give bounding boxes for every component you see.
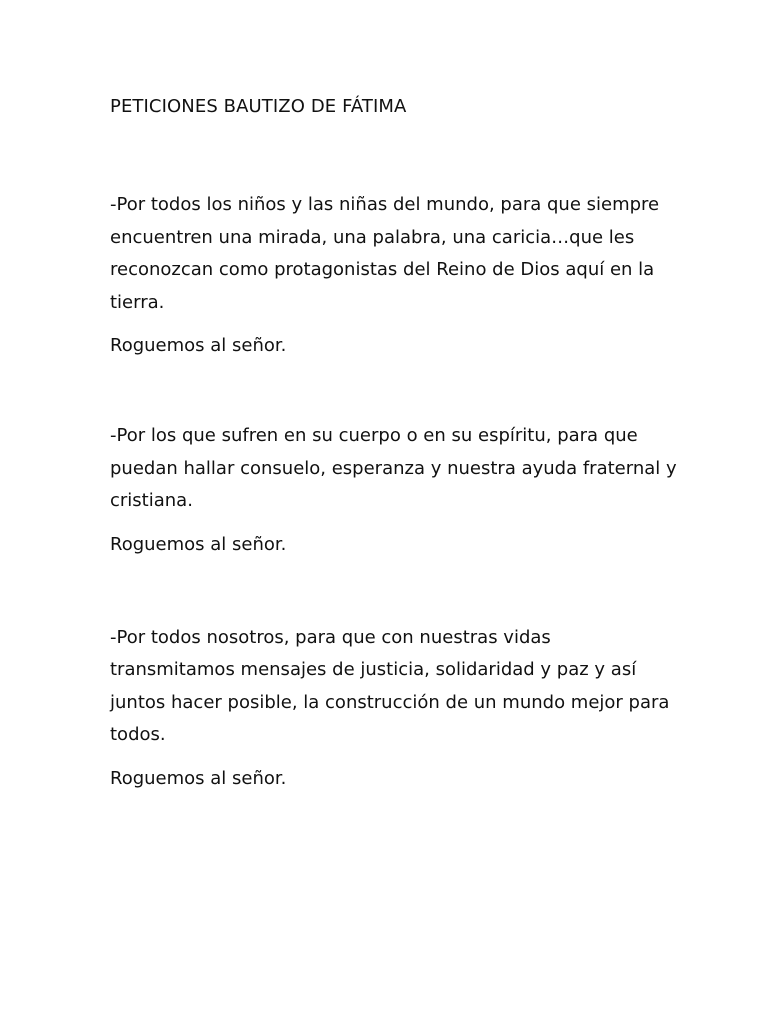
petition-2 (110, 420, 678, 558)
petition-1 (110, 189, 678, 359)
petition-text: -Por todos los niños y las niñas del mundo, para que siempre encuentren una mirada, una palabra, una caricia…que les reconozcan como protagonistas del Reino de Dios aquí en la tierra. (110, 194, 660, 313)
petition-text: -Por los que sufren en su cuerpo o en su espíritu, para que puedan hallar consuelo, esperanza y nuestra ayuda fraternal y cristiana. (110, 425, 677, 511)
document-title: PETICIONES BAUTIZO DE FÁTIMA (110, 96, 407, 117)
petition-response: Roguemos al señor. (110, 767, 287, 789)
petition-response: Roguemos al señor. (110, 533, 287, 555)
petition-3 (110, 622, 678, 792)
petition-text: -Por todos nosotros, para que con nuestras vidas transmitamos mensajes de justicia, solidaridad y paz y así juntos hacer posible, la construcción de un mundo mejor para todos. (110, 626, 670, 745)
petition-response: Roguemos al señor. (110, 335, 287, 356)
